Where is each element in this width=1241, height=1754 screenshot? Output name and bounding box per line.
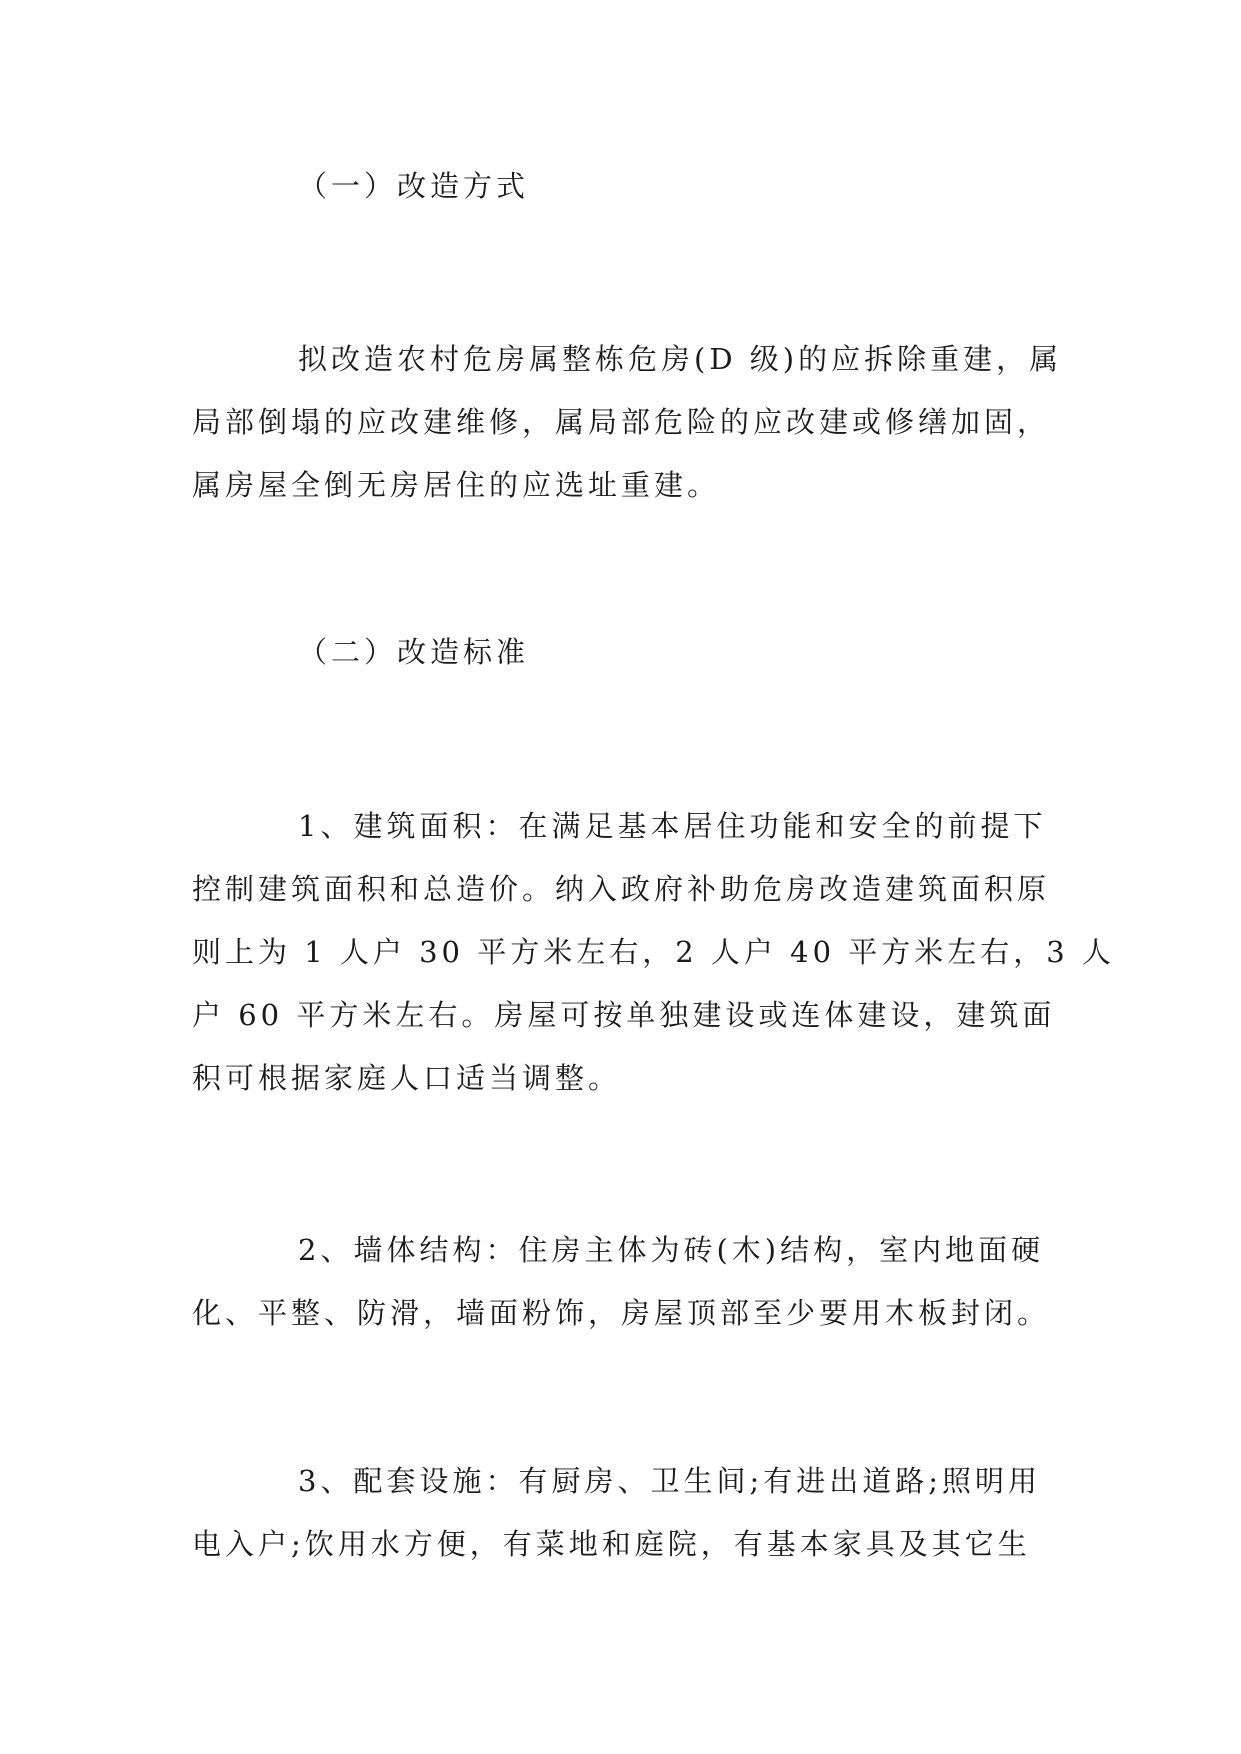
paragraph-line: 户 60 平方米左右。房屋可按单独建设或连体建设，建筑面 [192,998,1056,1032]
paragraph-line: 1、建筑面积：在满足基本居住功能和安全的前提下 [298,809,1047,843]
paragraph-line: 拟改造农村危房属整栋危房(D 级)的应拆除重建，属 [298,342,1063,376]
paragraph-line: 积可根据家庭人口适当调整。 [192,1061,622,1095]
paragraph-line: 化、平整、防滑，墙面粉饰，房屋顶部至少要用木板封闭。 [192,1296,1051,1330]
paragraph-line: 控制建筑面积和总造价。纳入政府补助危房改造建筑面积原 [192,872,1051,906]
paragraph-line: 属房屋全倒无房居住的应选址重建。 [192,468,721,502]
paragraph-line: 电入户;饮用水方便，有菜地和庭院，有基本家具及其它生 [192,1527,1031,1561]
paragraph-line: 3、配套设施：有厨房、卫生间;有进出道路;照明用 [298,1464,1041,1498]
paragraph-line: 局部倒塌的应改建维修，属局部危险的应改建或修缮加固， [192,405,1051,439]
paragraph-line: 则上为 1 人户 30 平方米左右，2 人户 40 平方米左右，3 人 [192,935,1115,969]
section-heading-renovation-standard: （二）改造标准 [298,635,530,669]
paragraph-line: 2、墙体结构：住房主体为砖(木)结构，室内地面硬 [298,1233,1045,1267]
section-heading-renovation-method: （一）改造方式 [298,169,530,203]
